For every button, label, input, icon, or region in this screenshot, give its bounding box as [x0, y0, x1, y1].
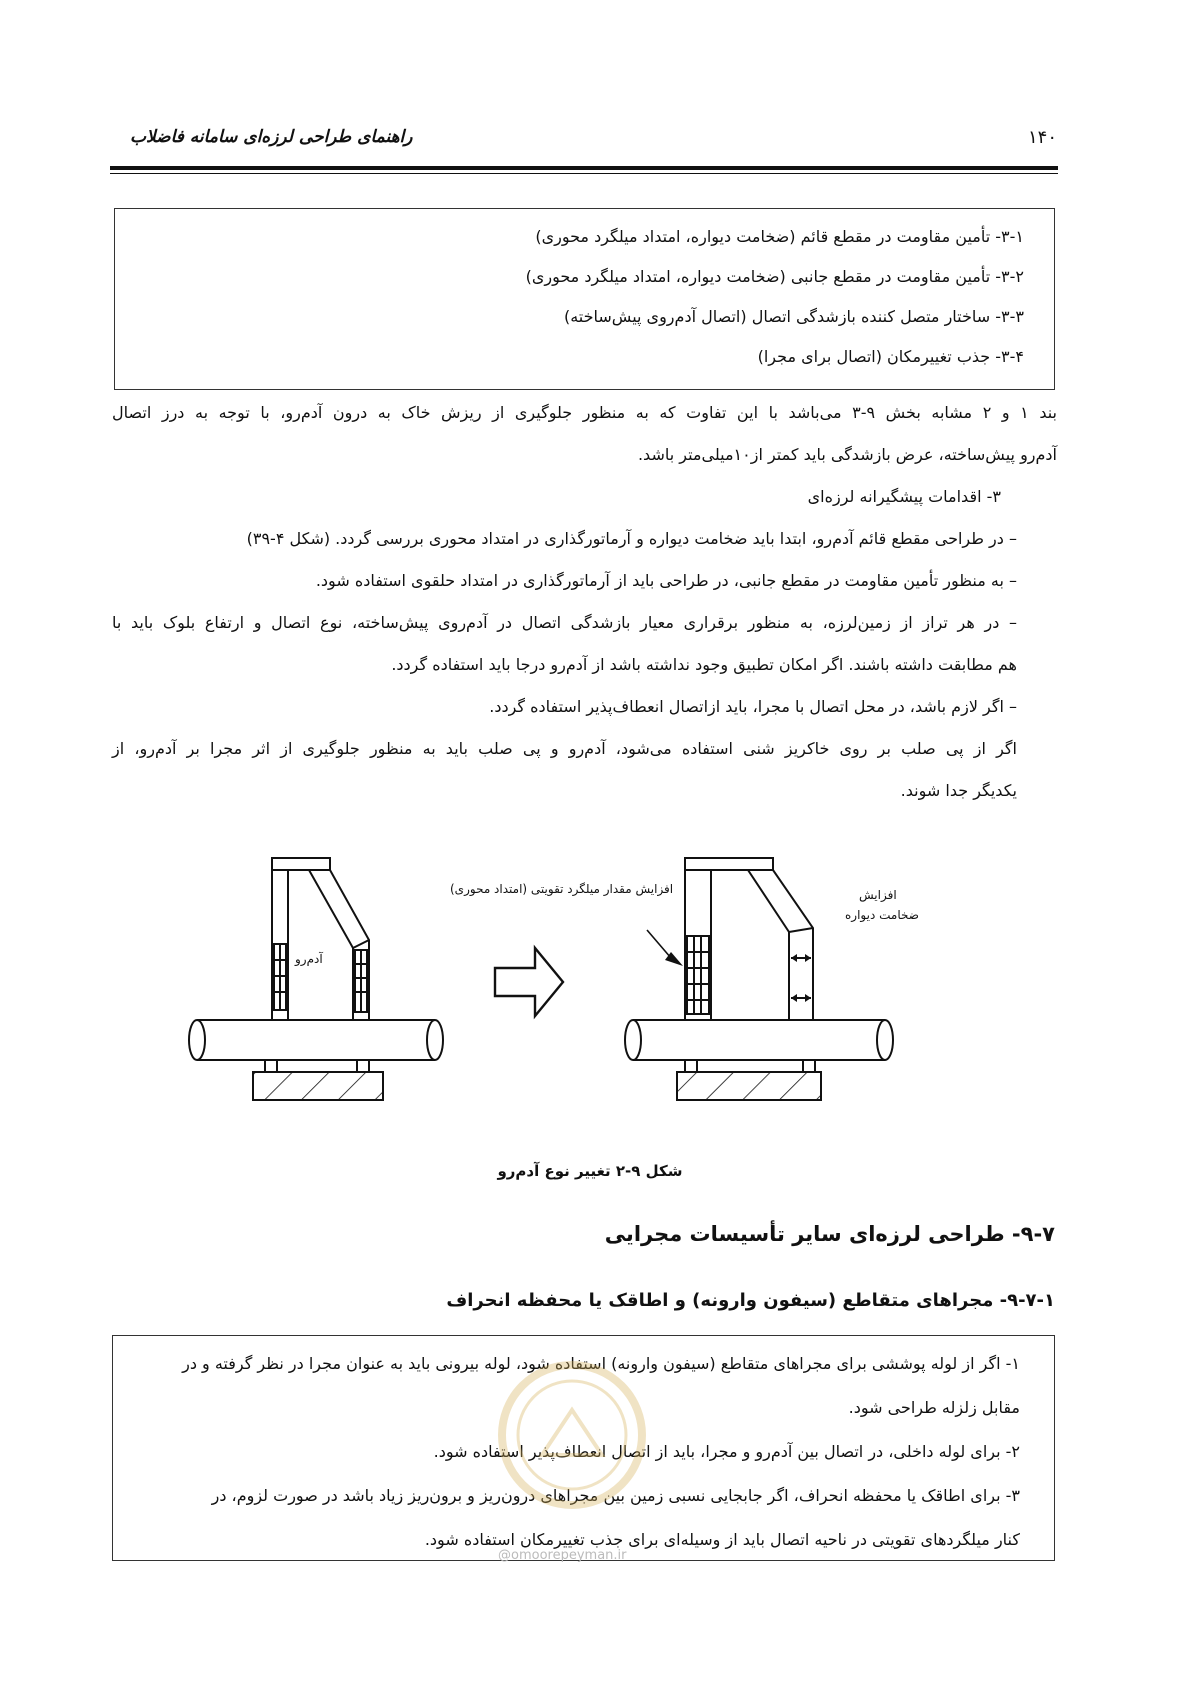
- requirement-item: ۳-۴- جذب تغییرمکان (اتصال برای مجرا): [757, 347, 1024, 366]
- siphon-item: ۲- برای لوله داخلی، در اتصال بین آدم‌رو و مجرا، باید از اتصال انعطاف‌پذیر استفاده شود.: [433, 1442, 1020, 1461]
- book-title: راهنمای طراحی لرزه‌ای سامانه فاضلاب: [130, 127, 413, 147]
- transition-arrow: [495, 948, 563, 1016]
- siphon-item-continuation: مقابل زلزله طراحی شود.: [848, 1398, 1020, 1417]
- paragraph-line: آدم‌رو پیش‌ساخته، عرض بازشدگی باید کمتر از۱۰میلی‌متر باشد.: [637, 445, 1057, 464]
- siphon-item: ۱- اگر از لوله پوششی برای مجراهای متقاطع (سیفون وارونه) استفاده شود، لوله بیرونی باید به عنوان مجرا در نظر گرفته و در: [182, 1354, 1020, 1373]
- bullet-item-continuation: هم مطابقت داشته باشند. اگر امکان تطبیق وجود نداشته باشد از آدم‌رو درجا باید استفاده گردد.: [391, 655, 1017, 674]
- paragraph-line: بند ۱ و ۲ مشابه بخش ۹-۳ می‌باشد با این تفاوت که به منظور جلوگیری از ریزش خاک به درون آدم‌رو، با توجه به درز اتصال: [112, 403, 1058, 422]
- header-rule-thin: [110, 173, 1058, 174]
- wall-thickness-label-2: ضخامت دیواره: [845, 908, 919, 922]
- section-heading: ۹-۷- طراحی لرزه‌ای سایر تأسیسات مجرایی: [604, 1222, 1055, 1246]
- running-header: [112, 127, 1057, 157]
- paragraph-line: یکدیگر جدا شوند.: [900, 781, 1017, 800]
- bullet-item: – به منظور تأمین مقاومت در مقطع جانبی، در طراحی باید از آرماتورگذاری در امتداد حلقوی استفاده شود.: [315, 571, 1017, 590]
- requirement-item: ۳-۱- تأمین مقاومت در مقطع قائم (ضخامت دیواره، امتداد میلگرد محوری): [535, 227, 1024, 246]
- bullet-item: – در طراحی مقطع قائم آدم‌رو، ابتدا باید ضخامت دیواره و آرماتورگذاری در امتداد محوری بررسی گردد. (شکل ۴-۳۹): [246, 529, 1017, 548]
- requirements-box: [114, 208, 1055, 390]
- wall-thickness-label-1: افزایش: [859, 888, 897, 902]
- requirement-item: ۳-۳- ساختار متصل کننده بازشدگی اتصال (اتصال آدم‌روی پیش‌ساخته): [563, 307, 1024, 326]
- manhole-label: آدم‌رو: [295, 952, 323, 966]
- rebar-increase-label: افزایش مقدار میلگرد تقویتی (امتداد محوری): [450, 882, 674, 896]
- watermark-seal: [497, 1360, 647, 1510]
- page-number: ۱۴۰: [1027, 127, 1057, 148]
- manhole-figure: [185, 848, 985, 1133]
- bullet-item: – در هر تراز از زمین‌لرزه، به منظور برقراری معیار بازشدگی اتصال در آدم‌روی پیش‌ساخته، نوع اتصال و ارتفاع بلوک باید با: [112, 613, 1017, 632]
- watermark-url: @omoorepeyman.ir: [498, 1548, 627, 1563]
- subheading-preventive-measures: ۳- اقدامات پیشگیرانه لرزه‌ای: [807, 487, 1001, 506]
- subsection-heading: ۹-۷-۱- مجراهای متقاطع (سیفون وارونه) و اطاقک یا محفظه انحراف: [446, 1290, 1055, 1311]
- siphon-item-continuation: کنار میلگردهای تقویتی در ناحیه اتصال باید از وسیله‌ای برای جذب تغییرمکان استفاده شود.: [424, 1530, 1020, 1549]
- header-rule: [110, 166, 1058, 170]
- siphon-item: ۳- برای اطاقک یا محفظه انحراف، اگر جابجایی نسبی زمین بین مجراهای درون‌ریز و برون‌ریز زیاد باشد در صورت لزوم، در: [211, 1486, 1020, 1505]
- body-text: [112, 392, 1057, 812]
- paragraph-line: اگر از پی صلب بر روی خاکریز شنی استفاده می‌شود، آدم‌رو و پی صلب باید به منظور جلوگیری از اثر مجرا بر آدم‌رو، از: [112, 739, 1017, 758]
- figure-caption: شکل ۹-۲ تغییر نوع آدم‌رو: [497, 1162, 683, 1180]
- manhole-original: [189, 858, 443, 1100]
- requirement-item: ۳-۲- تأمین مقاومت در مقطع جانبی (ضخامت دیواره، امتداد میلگرد محوری): [525, 267, 1024, 286]
- bullet-item: – اگر لازم باشد، در محل اتصال با مجرا، باید ازاتصال انعطاف‌پذیر استفاده گردد.: [489, 697, 1017, 716]
